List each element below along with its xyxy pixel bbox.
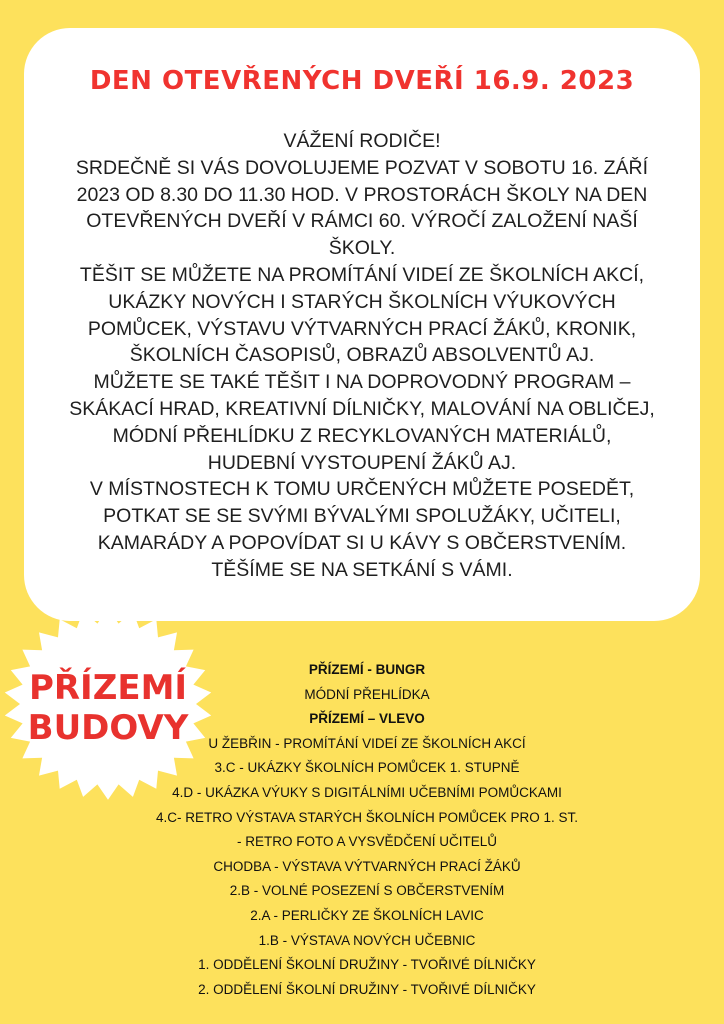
invitation-line: OTEVŘENÝCH DVEŘÍ V RÁMCI 60. VÝROČÍ ZALOŽENÍ NAŠÍ [86, 210, 638, 233]
program-item: 2.B - VOLNÉ POSEZENÍ S OBČERSTVENÍM [229, 883, 505, 899]
invitation-line: MÓDNÍ PŘEHLÍDKU Z RECYKLOVANÝCH MATERIÁLŮ, [112, 424, 612, 447]
invitation-line: 2023 OD 8.30 DO 11.30 HOD. V PROSTORÁCH ŠKOLY NA DEN [76, 183, 648, 206]
program-item: 2. ODDĚLENÍ ŠKOLNÍ DRUŽINY - TVOŘIVÉ DÍLNIČKY [198, 981, 536, 997]
floor-label-line: BUDOVY [27, 708, 189, 748]
program-item: 1.B - VÝSTAVA NOVÝCH UČEBNIC [258, 932, 476, 948]
invitation-line: ŠKOLY. [328, 237, 396, 260]
invitation-line: HUDEBNÍ VYSTOUPENÍ ŽÁKŮ AJ. [207, 451, 517, 474]
invitation-text [40, 128, 684, 584]
program-item: U ŽEBŘIN - PROMÍTÁNÍ VIDEÍ ZE ŠKOLNÍCH AKCÍ [208, 735, 526, 751]
invitation-line: SKÁKACÍ HRAD, KREATIVNÍ DÍLNIČKY, MALOVÁNÍ NA OBLIČEJ, [69, 397, 655, 420]
program-item: MÓDNÍ PŘEHLÍDKA [304, 686, 430, 702]
invitation-line: MŮŽETE SE TAKÉ TĚŠIT I NA DOPROVODNÝ PROGRAM – [93, 371, 631, 394]
invitation-line: SRDEČNĚ SI VÁS DOVOLUJEME POZVAT V SOBOTU 16. ZÁŘÍ [75, 156, 649, 179]
page-title: DEN OTEVŘENÝCH DVEŘÍ 16.9. 2023 [89, 66, 635, 96]
invitation-line: POTKAT SE SE SVÝMI BÝVALÝMI SPOLUŽÁKY, UČITELI, [103, 505, 621, 528]
program-heading: PŘÍZEMÍ - BUNGR [308, 662, 426, 677]
invitation-line: ŠKOLNÍCH ČASOPISŮ, OBRAZŮ ABSOLVENTŮ AJ. [129, 344, 595, 367]
invitation-line: VÁŽENÍ RODIČE! [283, 130, 441, 152]
invitation-line: V MÍSTNOSTECH K TOMU URČENÝCH MŮŽETE POSEDĚT, [89, 478, 635, 501]
program-item: 1. ODDĚLENÍ ŠKOLNÍ DRUŽINY - TVOŘIVÉ DÍLNIČKY [198, 957, 536, 973]
program-item: - RETRO FOTO A VYSVĚDČENÍ UČITELŮ [236, 834, 498, 850]
floor-label-line: PŘÍZEMÍ [28, 668, 188, 708]
invitation-line: TĚŠIT SE MŮŽETE NA PROMÍTÁNÍ VIDEÍ ZE ŠKOLNÍCH AKCÍ, [79, 263, 645, 286]
invitation-line: TĚŠÍME SE NA SETKÁNÍ S VÁMI. [211, 558, 513, 581]
program-item: CHODBA - VÝSTAVA VÝTVARNÝCH PRACÍ ŽÁKŮ [213, 858, 521, 874]
invitation-line: KAMARÁDY A POPOVÍDAT SI U KÁVY S OBČERSTVENÍM. [97, 531, 627, 554]
program-item: 3.C - UKÁZKY ŠKOLNÍCH POMŮCEK 1. STUPNĚ [214, 760, 520, 776]
program-list [100, 658, 634, 1002]
invitation-line: UKÁZKY NOVÝCH I STARÝCH ŠKOLNÍCH VÝUKOVÝCH [108, 290, 616, 313]
program-item: 4.C- RETRO VÝSTAVA STARÝCH ŠKOLNÍCH POMŮCEK PRO 1. ST. [155, 809, 579, 825]
invitation-line: POMŮCEK, VÝSTAVU VÝTVARNÝCH PRACÍ ŽÁKŮ, KRONIK, [87, 317, 637, 340]
program-heading: PŘÍZEMÍ – VLEVO [309, 711, 425, 727]
program-item: 4.D - UKÁZKA VÝUKY S DIGITÁLNÍMI UČEBNÍMI POMŮCKAMI [172, 784, 562, 800]
program-item: 2.A - PERLIČKY ZE ŠKOLNÍCH LAVIC [250, 907, 484, 923]
